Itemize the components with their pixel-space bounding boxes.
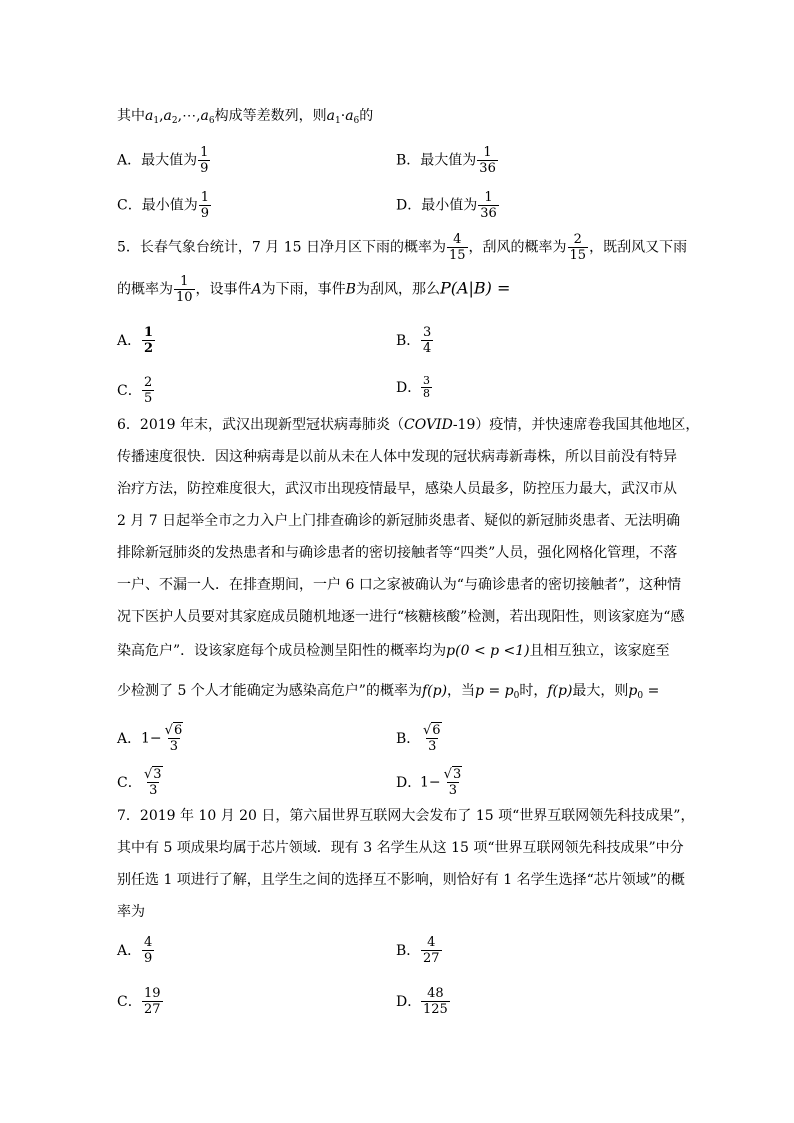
option-fraction: $\frac{2}{5}$ xyxy=(144,375,153,406)
q6-line-9 xyxy=(117,681,659,701)
q6-fp-2: f(p) xyxy=(547,683,573,699)
q6-text-e: 少检测了 5 个人才能确定为感染高危户”的概率为 xyxy=(117,683,422,699)
q6-text-c: 染高危户”．设该家庭每个成员检测呈阳性的概率均为 xyxy=(117,643,447,659)
option-text: 最大值为 xyxy=(420,152,477,169)
q7-line-2: 其中有 5 项成果均属于芯片领域．现有 3 名学生从这 15 项“世界互联网领先科技成果”中分 xyxy=(117,840,684,856)
option-label: C． xyxy=(117,993,142,1010)
option-label: A． xyxy=(117,152,142,169)
q5-text-d: 的概率为 xyxy=(117,281,173,298)
q6-fp: f(p) xyxy=(421,683,448,699)
q6-text-b: -19）疫情，并快速席卷我国其他地区， xyxy=(452,417,700,433)
q6-sub-0-b: 0 xyxy=(637,691,644,701)
q7-option-c[interactable] xyxy=(117,986,164,1017)
q4-option-c[interactable] xyxy=(117,190,212,221)
q7-line-3: 别任选 1 项进行了解，且学生之间的选择互不影响，则恰好有 1 名学生选择“芯片领域”的概 xyxy=(117,872,685,888)
q6-option-b[interactable] xyxy=(396,723,445,754)
q6-line-2: 传播速度很快．因这种病毒是以前从未在人体中发现的冠状病毒新毒株，所以目前没有特异 xyxy=(117,449,677,465)
q4-sub-4: 1 xyxy=(335,116,341,126)
option-label: D． xyxy=(396,197,422,214)
q6-sub-0: 0 xyxy=(513,691,520,701)
q4-sub-2: 2 xyxy=(171,116,178,126)
option-text: 最小值为 xyxy=(421,197,478,214)
q4-option-a[interactable] xyxy=(117,145,211,176)
q6-line-4: 2 月 7 日起举全市之力入户上门排查确诊的新冠肺炎患者、疑似的新冠肺炎患者、无法明确 xyxy=(117,513,681,529)
option-label: B． xyxy=(396,332,421,349)
q6-text-f: ，当 xyxy=(447,683,476,699)
option-fraction: $\frac{√6}{3}$ xyxy=(164,723,183,754)
q4-intro: 其中 xyxy=(117,108,145,124)
q4-option-d[interactable] xyxy=(396,190,500,221)
option-fraction: $\frac{4}{27}$ xyxy=(423,935,440,966)
option-text: 最小值为 xyxy=(141,197,198,214)
option-label: D． xyxy=(396,993,422,1010)
q5-text-c: ，既刮风又下雨 xyxy=(589,239,688,256)
q6-option-d[interactable] xyxy=(396,767,465,798)
option-label: D． xyxy=(396,379,422,396)
option-label: B． xyxy=(396,942,421,959)
option-fraction: $\frac{4}{9}$ xyxy=(144,935,153,966)
q7-option-d[interactable] xyxy=(396,986,451,1017)
option-fraction: $\frac{√3}{3}$ xyxy=(144,767,162,798)
q5-text-b: ，刮风的概率为 xyxy=(468,239,567,256)
q5-stem-line-1 xyxy=(117,232,687,263)
q7-option-a[interactable] xyxy=(117,935,155,966)
q6-line-1 xyxy=(117,415,699,435)
q4-sep-2: ,⋯, xyxy=(177,108,201,124)
q5-stem-line-2 xyxy=(117,274,510,305)
q6-line-3: 治疗方法，防控难度很大，武汉市出现疫情最早，感染人员最多，防控压力最大，武汉市从 xyxy=(117,481,677,497)
q6-text-h: 最大，则 xyxy=(572,683,629,699)
q4-seq-var: a xyxy=(145,108,154,124)
option-fraction: $\frac{1}{36}$ xyxy=(480,190,497,221)
option-prefix: 1− xyxy=(141,730,162,747)
q5-option-b[interactable] xyxy=(396,325,434,356)
q4-sub-3: 6 xyxy=(208,116,215,126)
q4-seq-var-2: a xyxy=(163,108,172,124)
q6-option-a[interactable] xyxy=(117,723,186,754)
q7-option-b[interactable] xyxy=(396,935,443,966)
option-fraction: $\frac{3}{8}$ xyxy=(423,374,430,400)
q6-p-range: p(0 < p <1) xyxy=(446,643,530,659)
q4-sub-1: 1 xyxy=(153,116,160,126)
option-label: B． xyxy=(396,152,421,169)
q6-text-d: 且相互独立，该家庭至 xyxy=(529,643,670,659)
option-label: D． xyxy=(396,774,422,791)
q4-stem xyxy=(117,106,373,126)
q6-line-7: 况下医护人员要对其家庭成员随机地逐一进行“核糖核酸”检测，若出现阳性，则该家庭为“感 xyxy=(117,609,685,625)
q5-event-a: A xyxy=(251,281,262,298)
option-fraction: $\frac{1}{36}$ xyxy=(479,145,496,176)
q6-line-8 xyxy=(117,641,670,661)
option-label: C． xyxy=(117,774,142,791)
option-fraction: $\frac{48}{125}$ xyxy=(423,986,448,1017)
option-fraction: $\frac{1}{9}$ xyxy=(200,145,209,176)
q6-line-6: 一户、不漏一人．在排查期间，一户 6 口之家被确认为“与确诊患者的密切接触者”，这种情 xyxy=(117,577,682,593)
q5-text-f: 为下雨，事件 xyxy=(261,281,346,298)
option-fraction: $\frac{19}{27}$ xyxy=(144,986,161,1017)
option-text: 最大值为 xyxy=(141,152,198,169)
q6-text: 6．2019 年末，武汉出现新型冠状病毒肺炎（ xyxy=(117,417,404,433)
q5-option-a[interactable] xyxy=(117,325,156,356)
q6-p-eq: p = p xyxy=(475,683,514,699)
q4-intro-c: 的 xyxy=(359,108,374,124)
option-fraction: $\frac{√6}{3}$ xyxy=(423,723,441,754)
q5-option-c[interactable] xyxy=(117,375,155,406)
q5-fraction-rain: $\frac{4}{15}$ xyxy=(448,232,466,263)
q5-text-g: 为刮风，那么 xyxy=(355,281,440,298)
q7-line-1: 7．2019 年 10 月 20 日，第六届世界互联网大会发布了 15 项“世界互联网领先科技成果”， xyxy=(117,808,695,824)
q5-fraction-both: $\frac{1}{10}$ xyxy=(176,274,193,305)
option-label: A． xyxy=(117,332,142,349)
q6-text-i: = xyxy=(643,683,660,699)
q4-sep: , xyxy=(159,108,164,124)
q5-fraction-wind: $\frac{2}{15}$ xyxy=(569,232,587,263)
q4-option-b[interactable] xyxy=(396,145,499,176)
q4-dot: · xyxy=(340,108,346,124)
option-label: A． xyxy=(117,730,142,747)
q6-p0: p xyxy=(628,683,638,699)
option-label: B． xyxy=(396,730,421,747)
q4-seq-var-3: a xyxy=(200,108,209,124)
q6-option-c[interactable] xyxy=(117,767,166,798)
q5-text-e: ，设事件 xyxy=(195,281,252,298)
q5-conditional-prob: P(A|B) = xyxy=(439,278,511,298)
q4-sub-5: 6 xyxy=(353,116,360,126)
q4-seq-var-4: a xyxy=(326,108,335,124)
option-fraction: $\frac{1}{2}$ xyxy=(144,325,154,356)
q4-intro-b: 构成等差数列，则 xyxy=(214,108,327,124)
q7-line-4: 率为 xyxy=(117,904,145,920)
q4-seq-var-5: a xyxy=(345,108,354,124)
q6-covid: COVID xyxy=(404,417,453,433)
q6-text-g: 时， xyxy=(519,683,548,699)
q5-option-d[interactable] xyxy=(396,375,433,400)
option-label: A． xyxy=(117,942,142,959)
option-label: C． xyxy=(117,382,142,399)
option-prefix: 1− xyxy=(420,774,441,791)
option-fraction: $\frac{3}{4}$ xyxy=(423,325,432,356)
q5-text: 5．长春气象台统计，7 月 15 日净月区下雨的概率为 xyxy=(117,239,446,256)
option-fraction: $\frac{1}{9}$ xyxy=(200,190,209,221)
option-label: C． xyxy=(117,197,142,214)
q6-line-5: 排除新冠肺炎的发热患者和与确诊患者的密切接触者等“四类”人员，强化网格化管理，不落 xyxy=(117,545,678,561)
q5-event-b: B xyxy=(345,281,356,298)
option-fraction: $\frac{√3}{3}$ xyxy=(443,767,462,798)
